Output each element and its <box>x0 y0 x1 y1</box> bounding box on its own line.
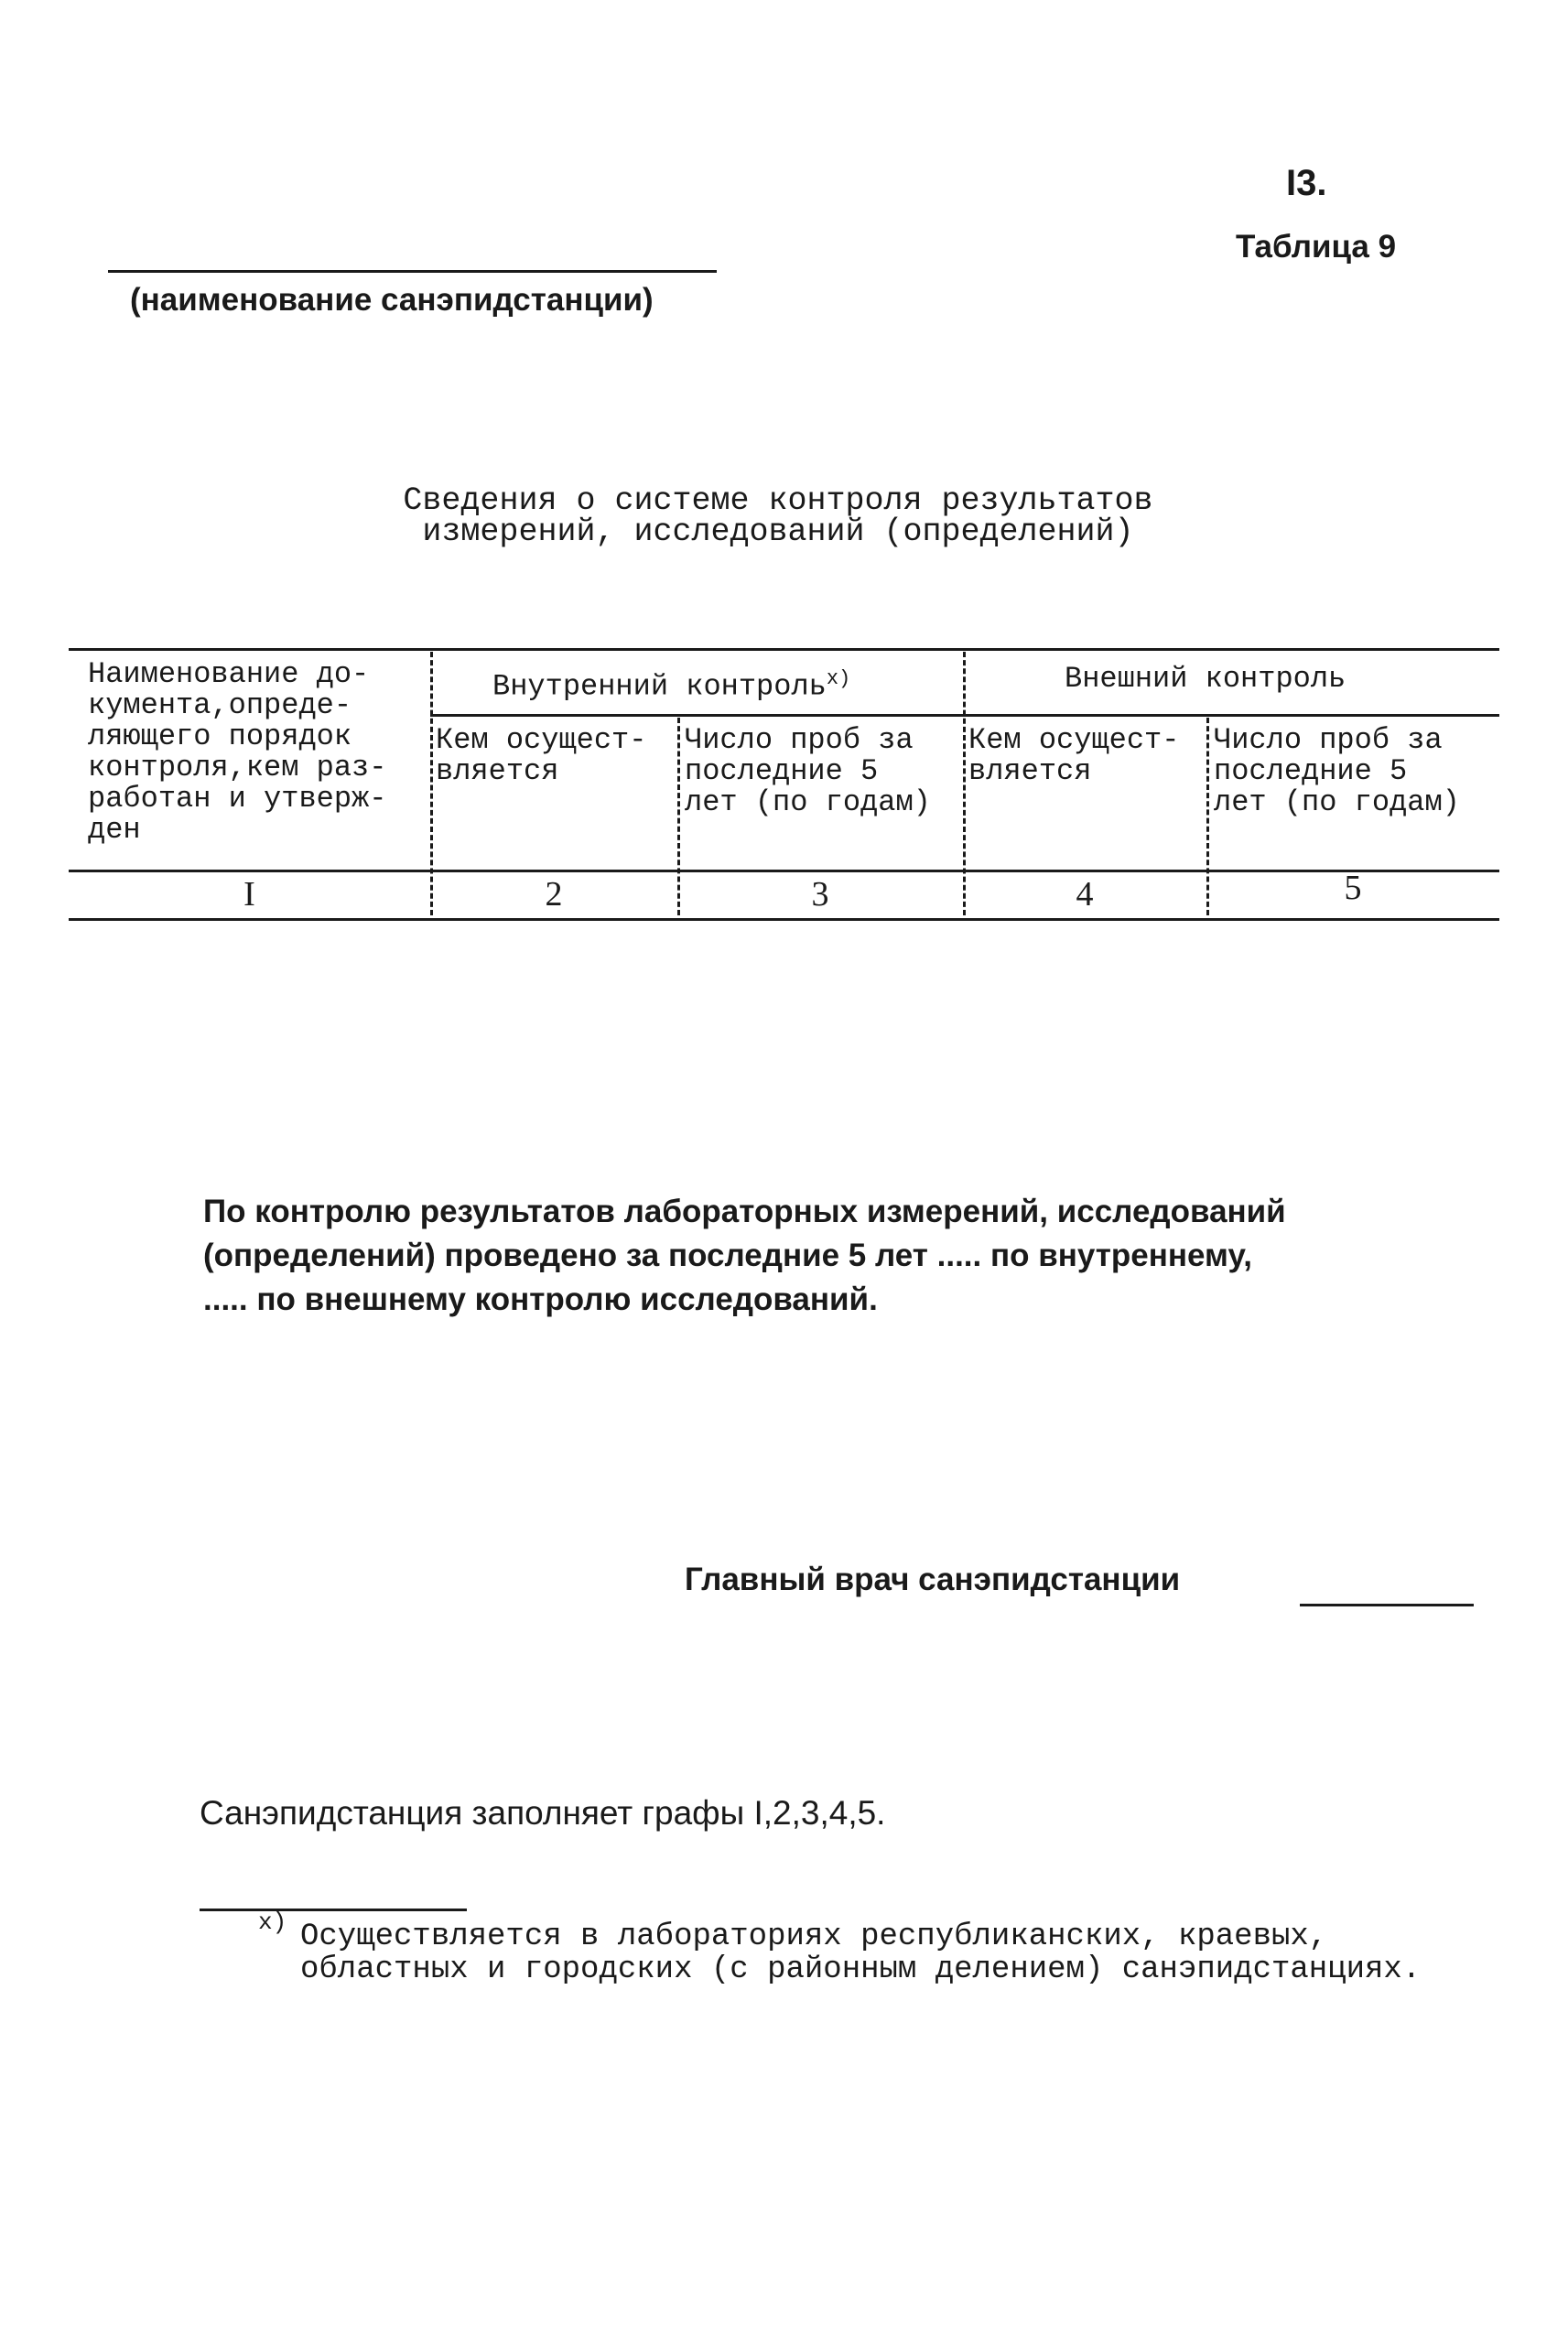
table-bottom-rule <box>69 918 1499 921</box>
footnote-line-1: Осуществляется в лабораториях республиканских, краевых, <box>300 1919 1328 1954</box>
col3-header: Число проб за последние 5 лет (по годам) <box>685 723 931 819</box>
footnote-rule <box>200 1909 467 1911</box>
table-top-rule <box>69 648 1499 651</box>
external-control-header: Внешний контроль <box>1065 662 1346 696</box>
col1-header: Наименование до- кумента,опреде- ляющего порядок контроля,кем раз- работан и утверж- ден <box>88 657 387 847</box>
column-number-2: 2 <box>545 875 563 914</box>
signature-line <box>1300 1604 1474 1606</box>
results-paragraph <box>203 1190 1466 1322</box>
fills-note: Санэпидстанция заполняет графы I,2,3,4,5. <box>200 1794 886 1832</box>
column-number-3: 3 <box>811 875 829 914</box>
internal-control-label: Внутренний контроль <box>492 669 827 704</box>
internal-control-header <box>492 664 850 703</box>
column-number-1: I <box>243 875 255 914</box>
station-name-caption: (наименование санэпидстанции) <box>130 282 654 318</box>
station-name-line <box>108 270 717 273</box>
paragraph-line-2: (определений) проведено за последние 5 лет ..... по внутреннему, <box>203 1238 1253 1273</box>
document-title <box>275 482 1281 550</box>
page-number: I3. <box>1286 163 1327 203</box>
paragraph-line-1: По контролю результатов лабораторных измерений, исследований <box>203 1194 1286 1229</box>
internal-footnote-mark: x) <box>826 667 851 690</box>
column-number-4: 4 <box>1076 875 1094 914</box>
chief-doctor-label: Главный врач санэпидстанции <box>685 1562 1181 1597</box>
footnote-text <box>300 1920 1421 1986</box>
table-label: Таблица 9 <box>1236 229 1397 265</box>
title-line-1: Сведения о системе контроля результатов <box>403 482 1153 519</box>
paragraph-line-3: ..... по внешнему контролю исследований. <box>203 1281 878 1317</box>
title-line-2: измерений, исследований (определений) <box>422 514 1134 550</box>
col2-header: Кем осущест- вляется <box>436 723 647 788</box>
footnote-mark: x) <box>258 1909 287 1936</box>
col4-header: Кем осущест- вляется <box>968 723 1180 788</box>
footnote-line-2: областных и городских (с районным делением) санэпидстанциях. <box>300 1952 1422 1987</box>
col5-header: Число проб за последние 5 лет (по годам) <box>1214 723 1460 819</box>
column-number-5: 5 <box>1344 869 1362 907</box>
